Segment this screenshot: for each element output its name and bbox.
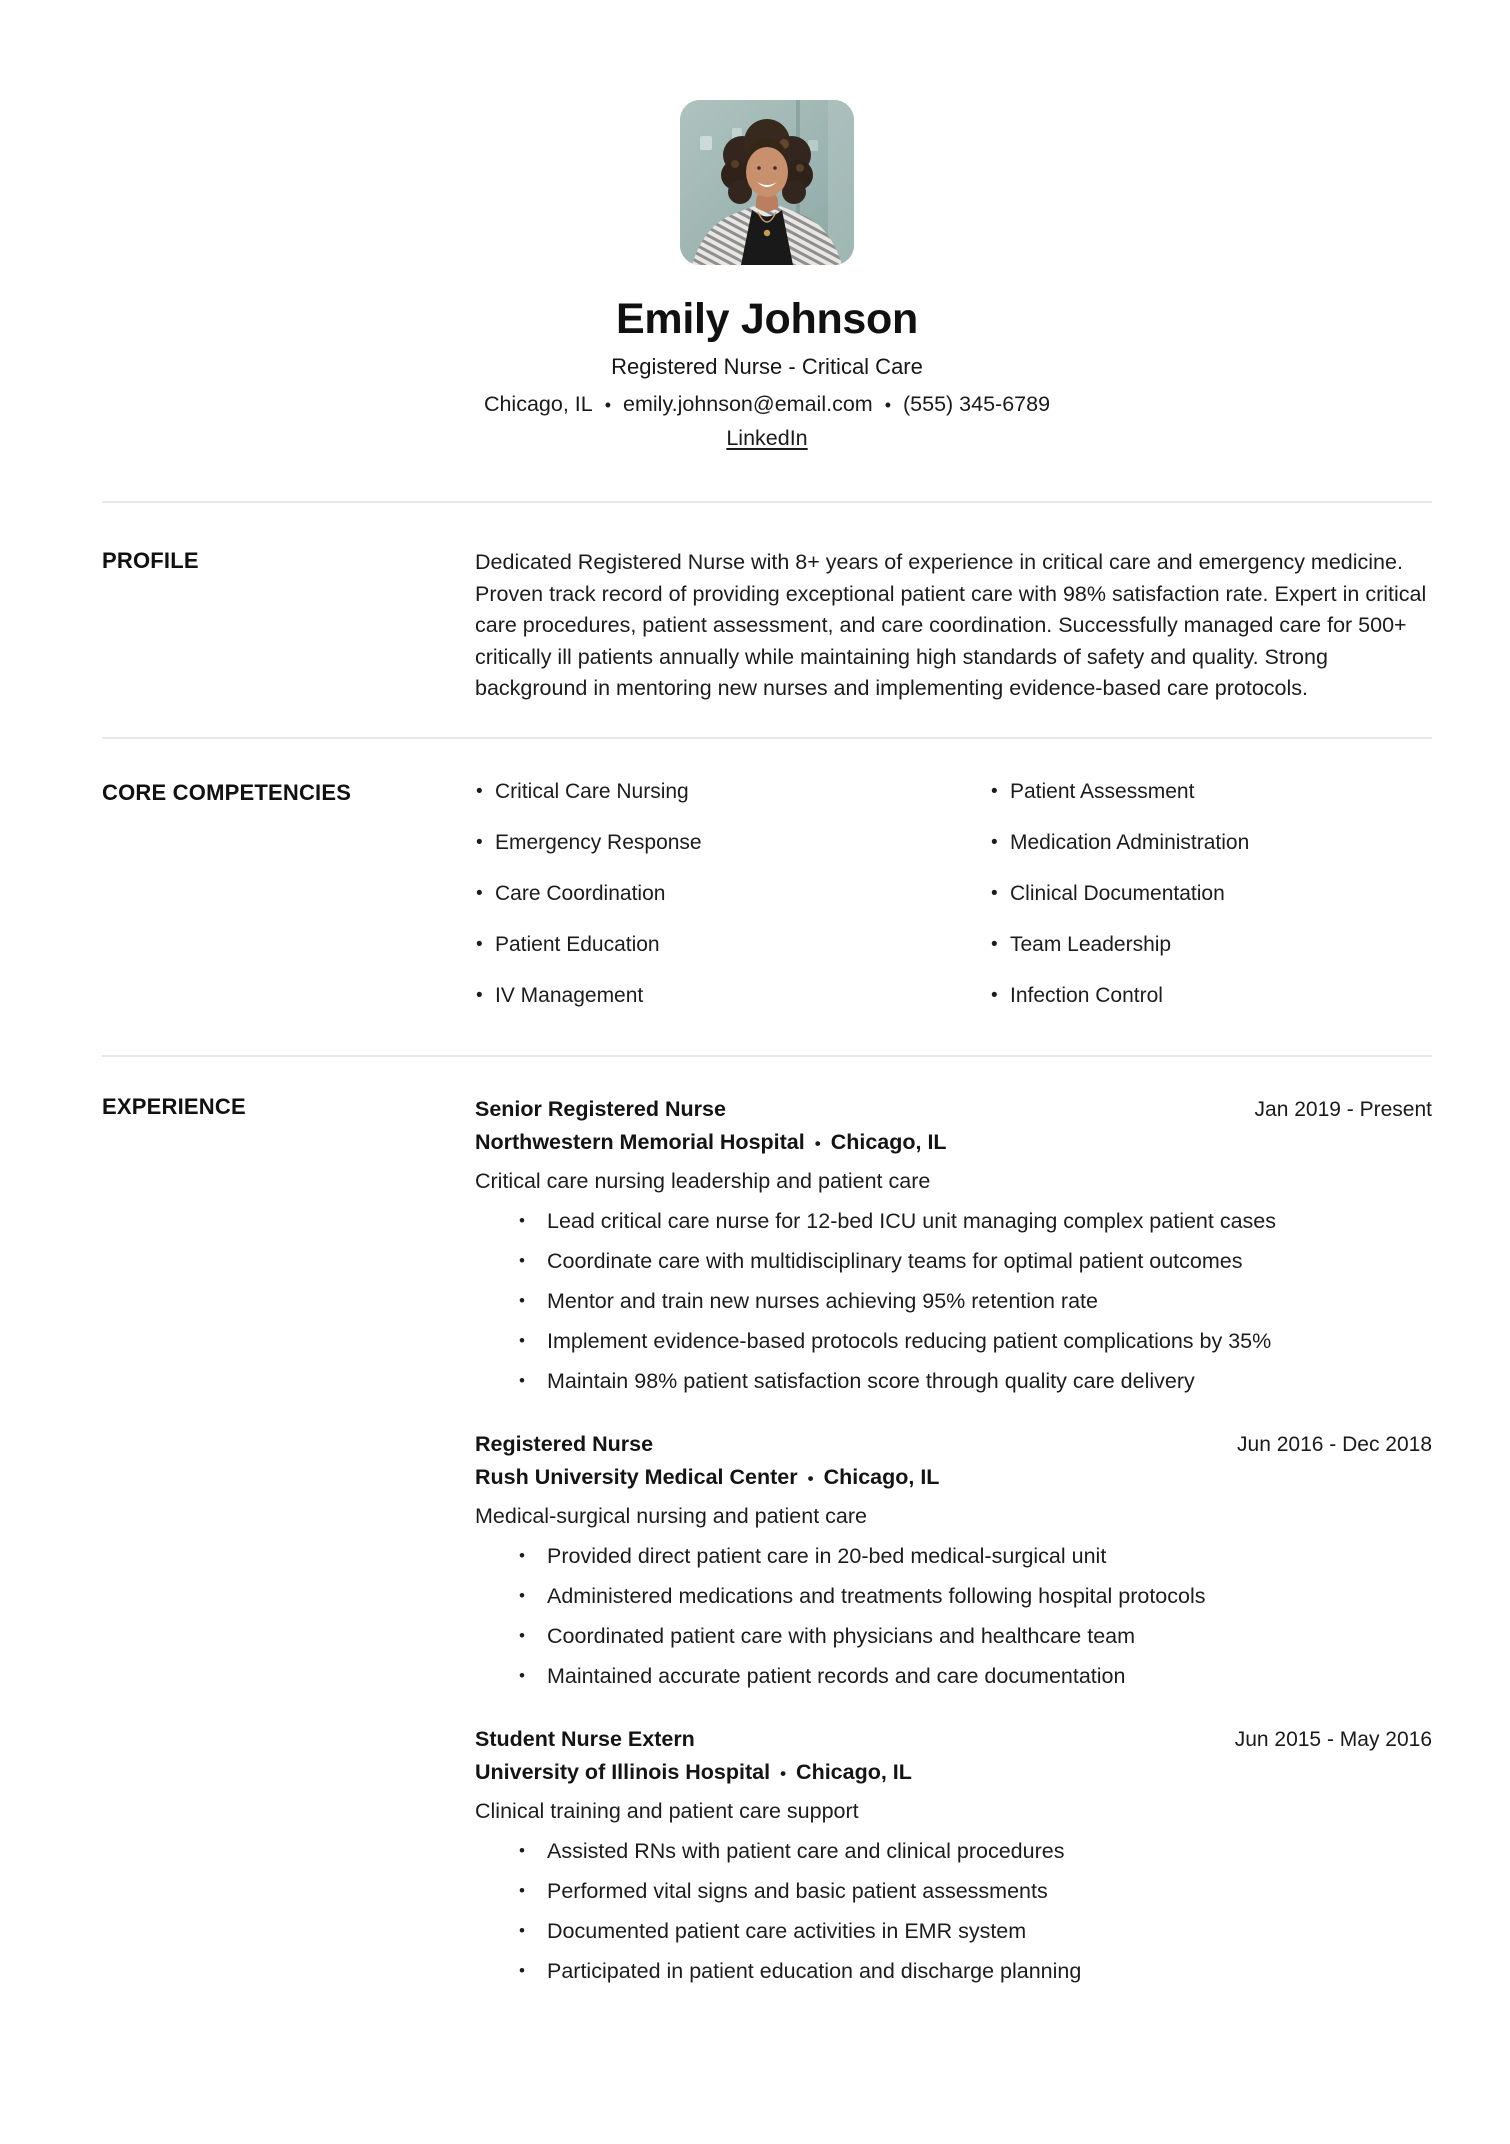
job-location: Chicago, IL [830,1129,947,1154]
job-company: University of Illinois Hospital [475,1759,771,1784]
linkedin-link[interactable]: LinkedIn [726,426,808,450]
resume-header [102,100,1432,501]
job-bullet-item: • Performed vital signs and basic patient assessments [547,1880,1432,1902]
job-title: Student Nurse Extern [475,1726,695,1751]
job-bullet-item: • Implement evidence-based protocols reducing patient complications by 35% [547,1330,1432,1352]
job-company-line [475,1461,1432,1495]
candidate-name: Emily Johnson [616,295,918,343]
job-bullet-item: • Maintained accurate patient records and care documentation [547,1665,1432,1687]
profile-photo-image [680,100,854,265]
section-profile [102,501,1432,737]
profile-heading: PROFILE [102,548,199,573]
job-bullets [475,1840,1432,1982]
job-summary: Clinical training and patient care support [475,1798,859,1823]
competency-item: • Team Leadership [990,932,1432,958]
competency-item: • IV Management [475,983,990,1009]
job-head [475,1428,1432,1461]
section-core-competencies [102,737,1432,1055]
competency-list-right [990,779,1432,1009]
job-title: Senior Registered Nurse [475,1096,726,1121]
profile-photo [680,100,854,265]
linkedin-row [102,423,1432,456]
job-location: Chicago, IL [823,1464,940,1489]
job-company: Rush University Medical Center [475,1464,798,1489]
candidate-title: Registered Nurse - Critical Care [611,354,923,379]
email-text: emily.johnson@email.com [623,392,873,416]
experience-heading: EXPERIENCE [102,1093,246,1119]
competency-item: • Care Coordination [475,881,990,907]
job-bullet-item: • Maintain 98% patient satisfaction score through quality care delivery [547,1370,1432,1392]
job-entry [475,1723,1432,1982]
phone-text: (555) 345-6789 [903,392,1051,416]
competency-item: • Medication Administration [990,830,1432,856]
job-location: Chicago, IL [796,1759,912,1784]
job-bullets [475,1210,1432,1392]
contact-line [102,389,1432,420]
job-bullet-item: • Lead critical care nurse for 12-bed ICU unit managing complex patient cases [547,1210,1432,1232]
job-entry [475,1428,1432,1687]
job-dates: Jun 2016 - Dec 2018 [1237,1432,1432,1456]
job-bullet-item: • Administered medications and treatments following hospital protocols [547,1585,1432,1607]
company-separator: • [814,1133,821,1153]
job-head [475,1093,1432,1126]
job-dates: Jun 2015 - May 2016 [1234,1727,1432,1751]
job-bullets [475,1545,1432,1687]
profile-body [475,547,1432,705]
experience-body [475,1093,1432,1982]
job-bullet-item: • Documented patient care activities in EMR system [547,1920,1432,1942]
job-bullet-item: • Coordinated patient care with physicians and healthcare team [547,1625,1432,1647]
job-company-line [475,1756,1432,1790]
profile-text: Dedicated Registered Nurse with 8+ years of experience in critical care and emergency medicine. Proven track record of providing exceptional patient care with 98% satisfaction rate. Expert in critical care procedures, patient assessment, and care coordination. Successfully managed care for 500+ critically ill patients annually while maintaining high standards of safety and quality. Strong background in mentoring new nurses and implementing evidence-based care protocols. [475,550,1427,700]
competency-item: • Critical Care Nursing [475,779,990,805]
company-separator: • [780,1763,787,1783]
job-company: Northwestern Memorial Hospital [475,1129,805,1154]
job-bullet-item: • Provided direct patient care in 20-bed medical-surgical unit [547,1545,1432,1567]
job-bullet-item: • Mentor and train new nurses achieving 95% retention rate [547,1290,1432,1312]
section-experience [102,1055,1432,2042]
job-bullet-item: • Coordinate care with multidisciplinary teams for optimal patient outcomes [547,1250,1432,1272]
competency-item: • Patient Assessment [990,779,1432,805]
competency-item: • Clinical Documentation [990,881,1432,907]
competency-item: • Patient Education [475,932,990,958]
competencies-heading: CORE COMPETENCIES [102,779,352,805]
job-summary: Critical care nursing leadership and patient care [475,1168,931,1193]
job-entry [475,1093,1432,1392]
location-text: Chicago, IL [483,392,593,416]
job-dates: Jan 2019 - Present [1254,1097,1432,1121]
competency-item: • Emergency Response [475,830,990,856]
job-title: Registered Nurse [475,1431,654,1456]
contact-separator: • [604,395,612,415]
job-head [475,1723,1432,1756]
company-separator: • [807,1468,814,1488]
competency-list-left [475,779,990,1009]
competency-item: • Infection Control [990,983,1432,1009]
contact-separator: • [884,395,891,415]
job-company-line [475,1126,1432,1160]
competencies-body [475,779,1432,1009]
job-summary: Medical-surgical nursing and patient care [475,1503,867,1528]
job-bullet-item: • Participated in patient education and discharge planning [547,1960,1432,1982]
job-bullet-item: • Assisted RNs with patient care and clinical procedures [547,1840,1432,1862]
